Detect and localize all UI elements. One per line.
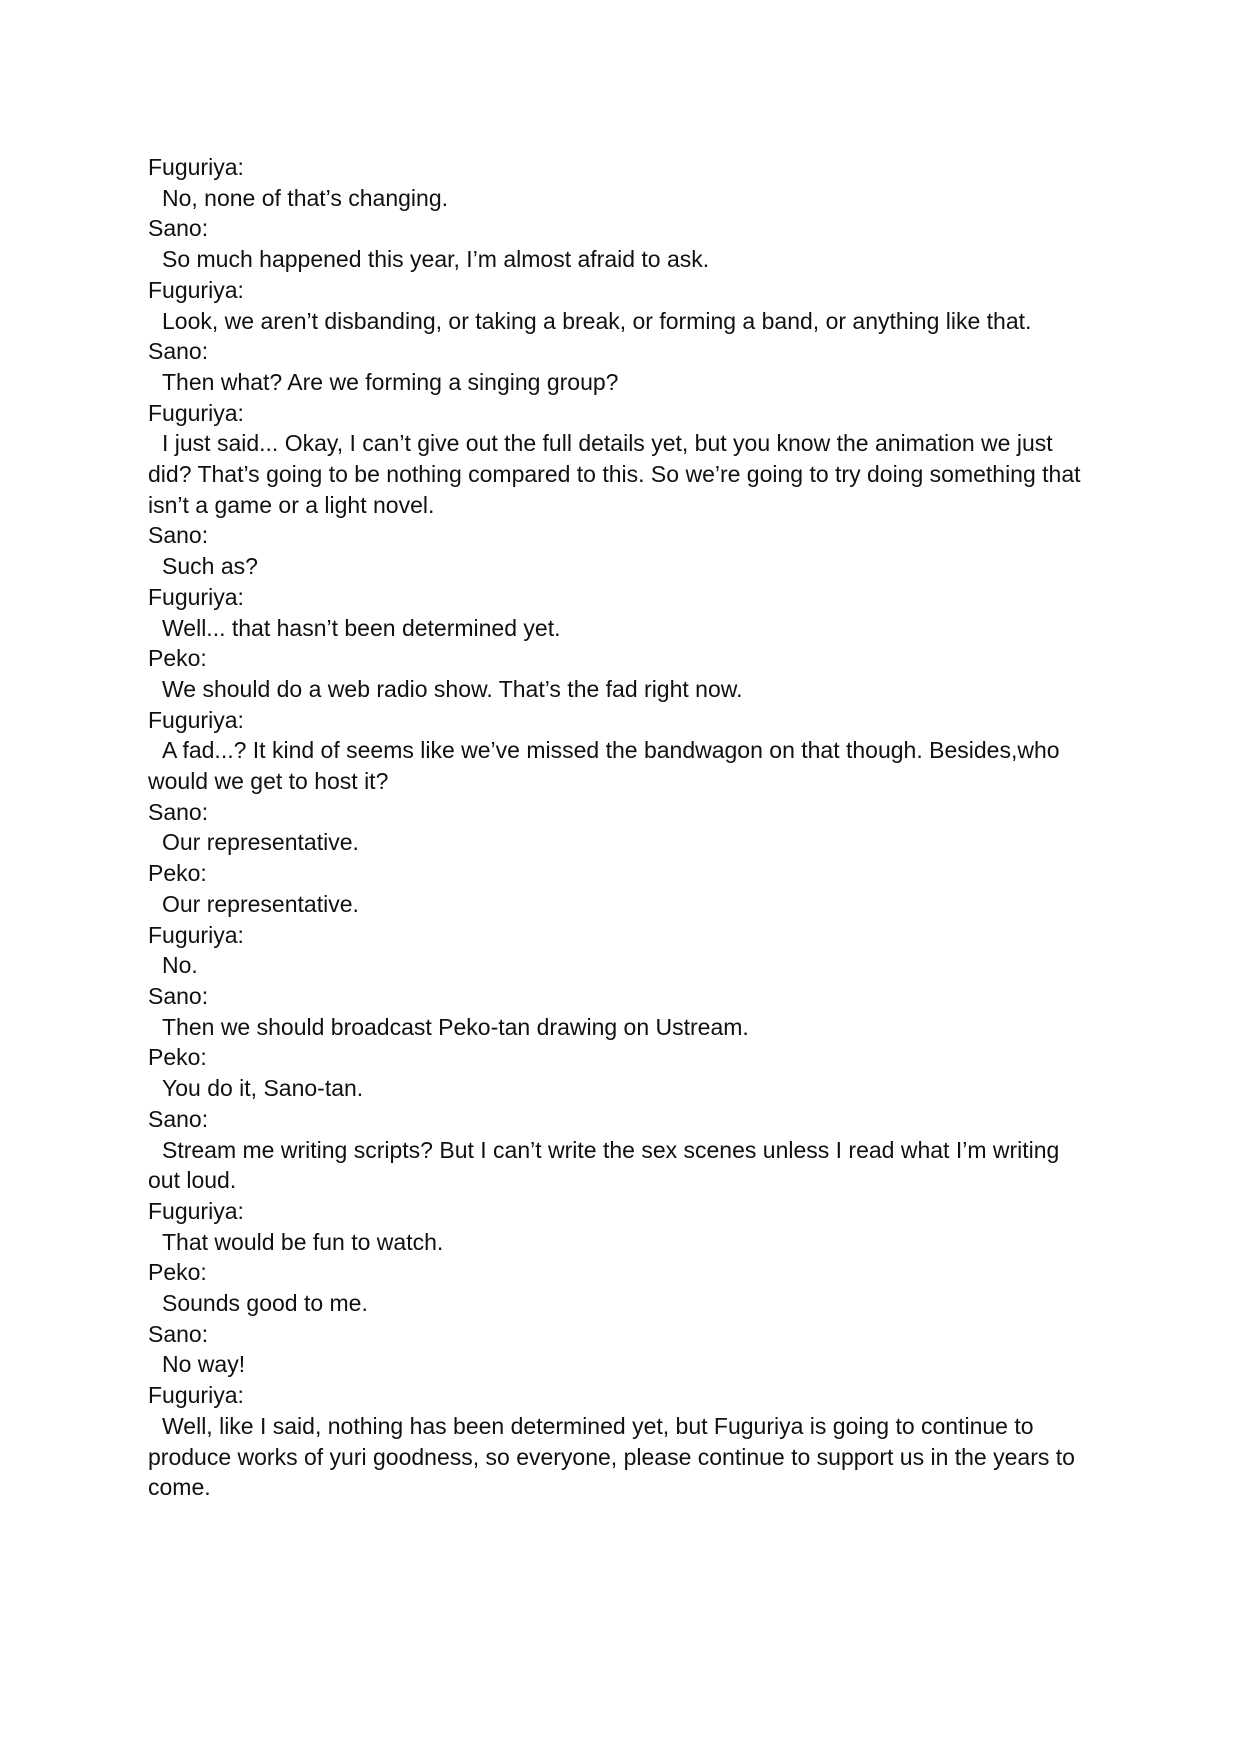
dialogue-line: You do it, Sano-tan. <box>162 1075 364 1102</box>
speaker-name: Sano: <box>148 1320 209 1347</box>
speaker-name: Sano: <box>148 1105 209 1132</box>
dialogue-line: Sounds good to me. <box>162 1290 368 1317</box>
dialogue-line: Then we should broadcast Peko-tan drawing on Ustream. <box>162 1013 749 1040</box>
dialogue-line: We should do a web radio show. That’s the fad right now. <box>162 675 743 702</box>
speaker-name: Fuguriya: <box>148 921 244 948</box>
dialogue-line: No, none of that’s changing. <box>162 184 449 211</box>
dialogue-line: So much happened this year, I’m almost afraid to ask. <box>162 246 710 273</box>
dialogue-transcript <box>148 152 1088 1503</box>
speaker-name: Fuguriya: <box>148 399 244 426</box>
dialogue-line: I just said... Okay, I can’t give out the full details yet, but you know the animation we just did? That’s going to be nothing compared to this. So we’re going to try doing something that isn’t a game or a light novel. <box>148 430 1081 518</box>
speaker-name: Sano: <box>148 522 209 549</box>
dialogue-line: No. <box>162 952 198 979</box>
dialogue-line: No way! <box>162 1351 246 1378</box>
speaker-name: Fuguriya: <box>148 706 244 733</box>
dialogue-line: Then what? Are we forming a singing group? <box>162 368 619 395</box>
speaker-name: Fuguriya: <box>148 154 244 180</box>
dialogue-line: Our representative. <box>162 829 359 856</box>
dialogue-line: Our representative. <box>162 890 359 917</box>
dialogue-line: That would be fun to watch. <box>162 1228 444 1255</box>
dialogue-line: Look, we aren’t disbanding, or taking a break, or forming a band, or anything like that. <box>162 307 1032 334</box>
dialogue-line: Such as? <box>162 553 258 580</box>
speaker-name: Sano: <box>148 982 209 1009</box>
speaker-name: Peko: <box>148 860 207 887</box>
speaker-name: Peko: <box>148 1044 207 1071</box>
speaker-name: Fuguriya: <box>148 1382 244 1409</box>
speaker-name: Fuguriya: <box>148 1197 244 1224</box>
dialogue-line: Well... that hasn’t been determined yet. <box>162 614 561 641</box>
speaker-name: Fuguriya: <box>148 583 244 610</box>
speaker-name: Peko: <box>148 645 207 672</box>
dialogue-line: A fad...? It kind of seems like we’ve missed the bandwagon on that though. Besides,who would we get to host it? <box>148 737 1060 795</box>
dialogue-line: Stream me writing scripts? But I can’t write the sex scenes unless I read what I’m writing out loud. <box>148 1136 1060 1194</box>
speaker-name: Peko: <box>148 1259 207 1286</box>
speaker-name: Sano: <box>148 215 209 242</box>
dialogue-line: Well, like I said, nothing has been determined yet, but Fuguriya is going to continue to produce works of yuri goodness, so everyone, please continue to support us in the years to come. <box>148 1412 1075 1501</box>
speaker-name: Sano: <box>148 338 209 365</box>
speaker-name: Sano: <box>148 798 209 825</box>
speaker-name: Fuguriya: <box>148 276 244 303</box>
